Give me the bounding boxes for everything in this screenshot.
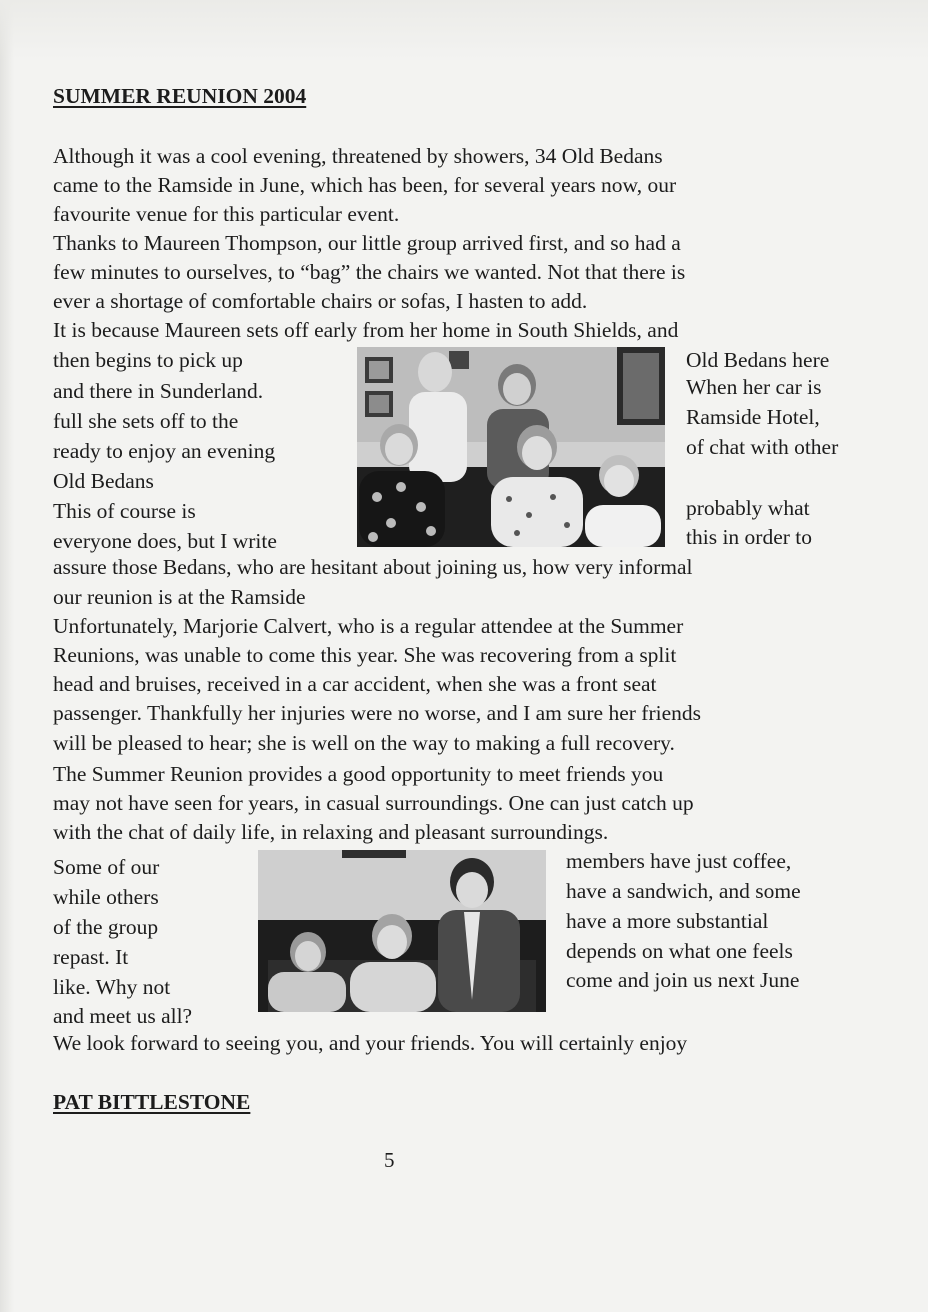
text-line: Ramside Hotel, [686, 405, 820, 429]
text-line: came to the Ramside in June, which has been, for several years now, our [53, 173, 677, 197]
text-line: Old Bedans here [686, 348, 830, 372]
text-line: passenger. Thankfully her injuries were no worse, and I am sure her friends [53, 701, 701, 725]
text-line: our reunion is at the Ramside [53, 585, 306, 609]
text-line: and there in Sunderland. [53, 379, 264, 403]
text-line: ever a shortage of comfortable chairs or sofas, I hasten to add. [53, 289, 588, 313]
text-line: Although it was a cool evening, threatened by showers, 34 Old Bedans [53, 144, 663, 168]
text-line: everyone does, but I write [53, 529, 277, 553]
text-line: repast. It [53, 945, 129, 969]
text-line: come and join us next June [566, 968, 800, 992]
text-line: will be pleased to hear; she is well on the way to making a full recovery. [53, 731, 675, 755]
text-line: Thanks to Maureen Thompson, our little group arrived first, and so had a [53, 231, 681, 255]
text-line: members have just coffee, [566, 849, 792, 873]
text-line: This of course is [53, 499, 196, 523]
text-line: assure those Bedans, who are hesitant about joining us, how very informal [53, 555, 693, 579]
text-line: while others [53, 885, 159, 909]
text-line: few minutes to ourselves, to “bag” the chairs we wanted. Not that there is [53, 260, 686, 284]
text-line: Reunions, was unable to come this year. She was recovering from a split [53, 643, 677, 667]
page-shadow [0, 0, 928, 60]
text-line: We look forward to seeing you, and your friends. You will certainly enjoy [53, 1031, 688, 1055]
group-photo-2-image [258, 850, 546, 1012]
page-title: SUMMER REUNION 2004 [53, 84, 307, 108]
text-line: have a sandwich, and some [566, 879, 801, 903]
text-line: like. Why not [53, 975, 171, 999]
text-line: head and bruises, received in a car accident, when she was a front seat [53, 672, 657, 696]
text-line: may not have seen for years, in casual surroundings. One can just catch up [53, 791, 694, 815]
page-number: 5 [384, 1148, 395, 1172]
text-line: When her car is [686, 375, 822, 399]
text-line: with the chat of daily life, in relaxing and pleasant surroundings. [53, 820, 609, 844]
text-line: and meet us all? [53, 1004, 193, 1028]
text-line: depends on what one feels [566, 939, 793, 963]
author-signature: PAT BITTLESTONE [53, 1090, 251, 1114]
text-line: Some of our [53, 855, 160, 879]
group-photo-2 [258, 850, 546, 1012]
text-line: full she sets off to the [53, 409, 239, 433]
text-line: Unfortunately, Marjorie Calvert, who is a regular attendee at the Summer [53, 614, 684, 638]
text-line: of chat with other [686, 435, 839, 459]
text-line: probably what [686, 496, 810, 520]
text-line: favourite venue for this particular event. [53, 202, 400, 226]
group-photo-1 [357, 347, 665, 547]
page-edge [0, 0, 14, 1312]
text-line: then begins to pick up [53, 348, 243, 372]
text-line: ready to enjoy an evening [53, 439, 276, 463]
text-line: have a more substantial [566, 909, 769, 933]
text-line: this in order to [686, 525, 812, 549]
text-line: Old Bedans [53, 469, 154, 493]
text-line: of the group [53, 915, 159, 939]
text-line: It is because Maureen sets off early from her home in South Shields, and [53, 318, 679, 342]
group-photo-1-image [357, 347, 665, 547]
text-line: The Summer Reunion provides a good opportunity to meet friends you [53, 762, 664, 786]
